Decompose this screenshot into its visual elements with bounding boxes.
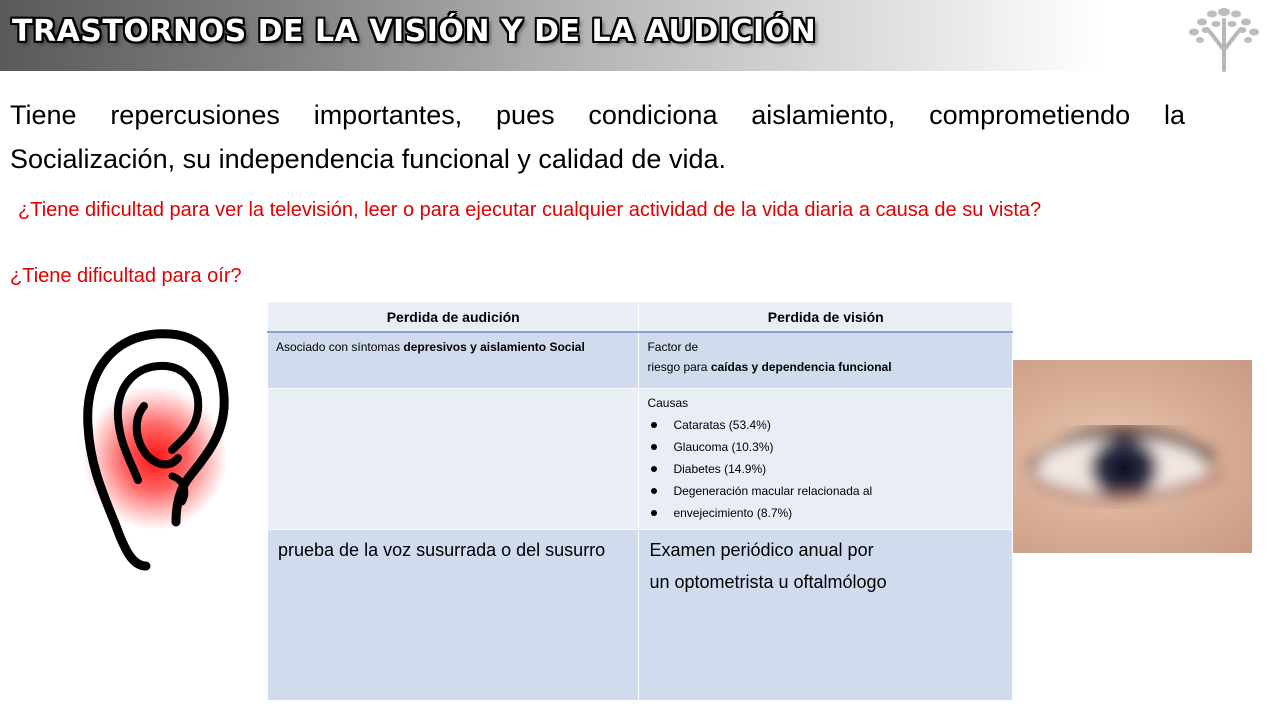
eye-icon [1012,360,1252,553]
list-item: Degeneración macular relacionada al [649,480,1012,502]
page-title: TRASTORNOS DE LA VISIÓN Y DE LA AUDICIÓN [12,14,817,49]
cell-text: prueba de la voz susurrada o del susurro [278,540,606,560]
cell-text: riesgo para [647,360,711,374]
table-row [268,389,1013,530]
cell-text: Asociado con síntomas [276,340,404,354]
cell-bold-text: caídas y dependencia funcional [710,360,892,374]
question-hearing: ¿Tiene dificultad para oír? [10,265,242,287]
cell-text: Examen periódico anual por [649,540,874,560]
cell-vision-causes [639,389,1013,530]
tree-icon [1176,0,1272,72]
cell-hearing-test [268,530,639,701]
list-item: envejecimiento (8.7%) [649,502,1012,524]
causes-list [639,414,1012,524]
cell-bold-text: depresivos y aislamiento Social [403,340,585,354]
cell-vision-exam [639,530,1013,701]
header-hearing-loss: Perdida de audición [268,302,639,333]
list-item: Diabetes (14.9%) [649,458,1012,480]
eye-image [1012,360,1252,553]
table-row [268,332,1013,389]
header-vision-loss: Perdida de visión [639,302,1013,333]
cell-text: Factor de [647,340,699,354]
comparison-table [267,301,1013,701]
list-item: Glaucoma (10.3%) [649,436,1012,458]
ear-icon [80,326,230,574]
table-row [268,530,1013,701]
question-vision: ¿Tiene dificultad para ver la televisión, leer o para ejecutar cualquier actividad de la vida diaria a causa de su vista? [18,199,1042,221]
intro-line-2: Socialización, su independencia funcional y calidad de vida. [10,144,726,174]
cell-text: un optometrista u oftalmólogo [649,572,887,592]
list-item: Cataratas (53.4%) [649,414,1012,436]
cell-vision-risk [639,332,1013,389]
cell-empty [268,389,639,530]
causes-title: Causas [647,396,689,410]
intro-line-1: Tiene repercusiones importantes, pues condiciona aislamiento, comprometiendo la [10,100,1185,130]
cell-hearing-association [268,332,639,389]
